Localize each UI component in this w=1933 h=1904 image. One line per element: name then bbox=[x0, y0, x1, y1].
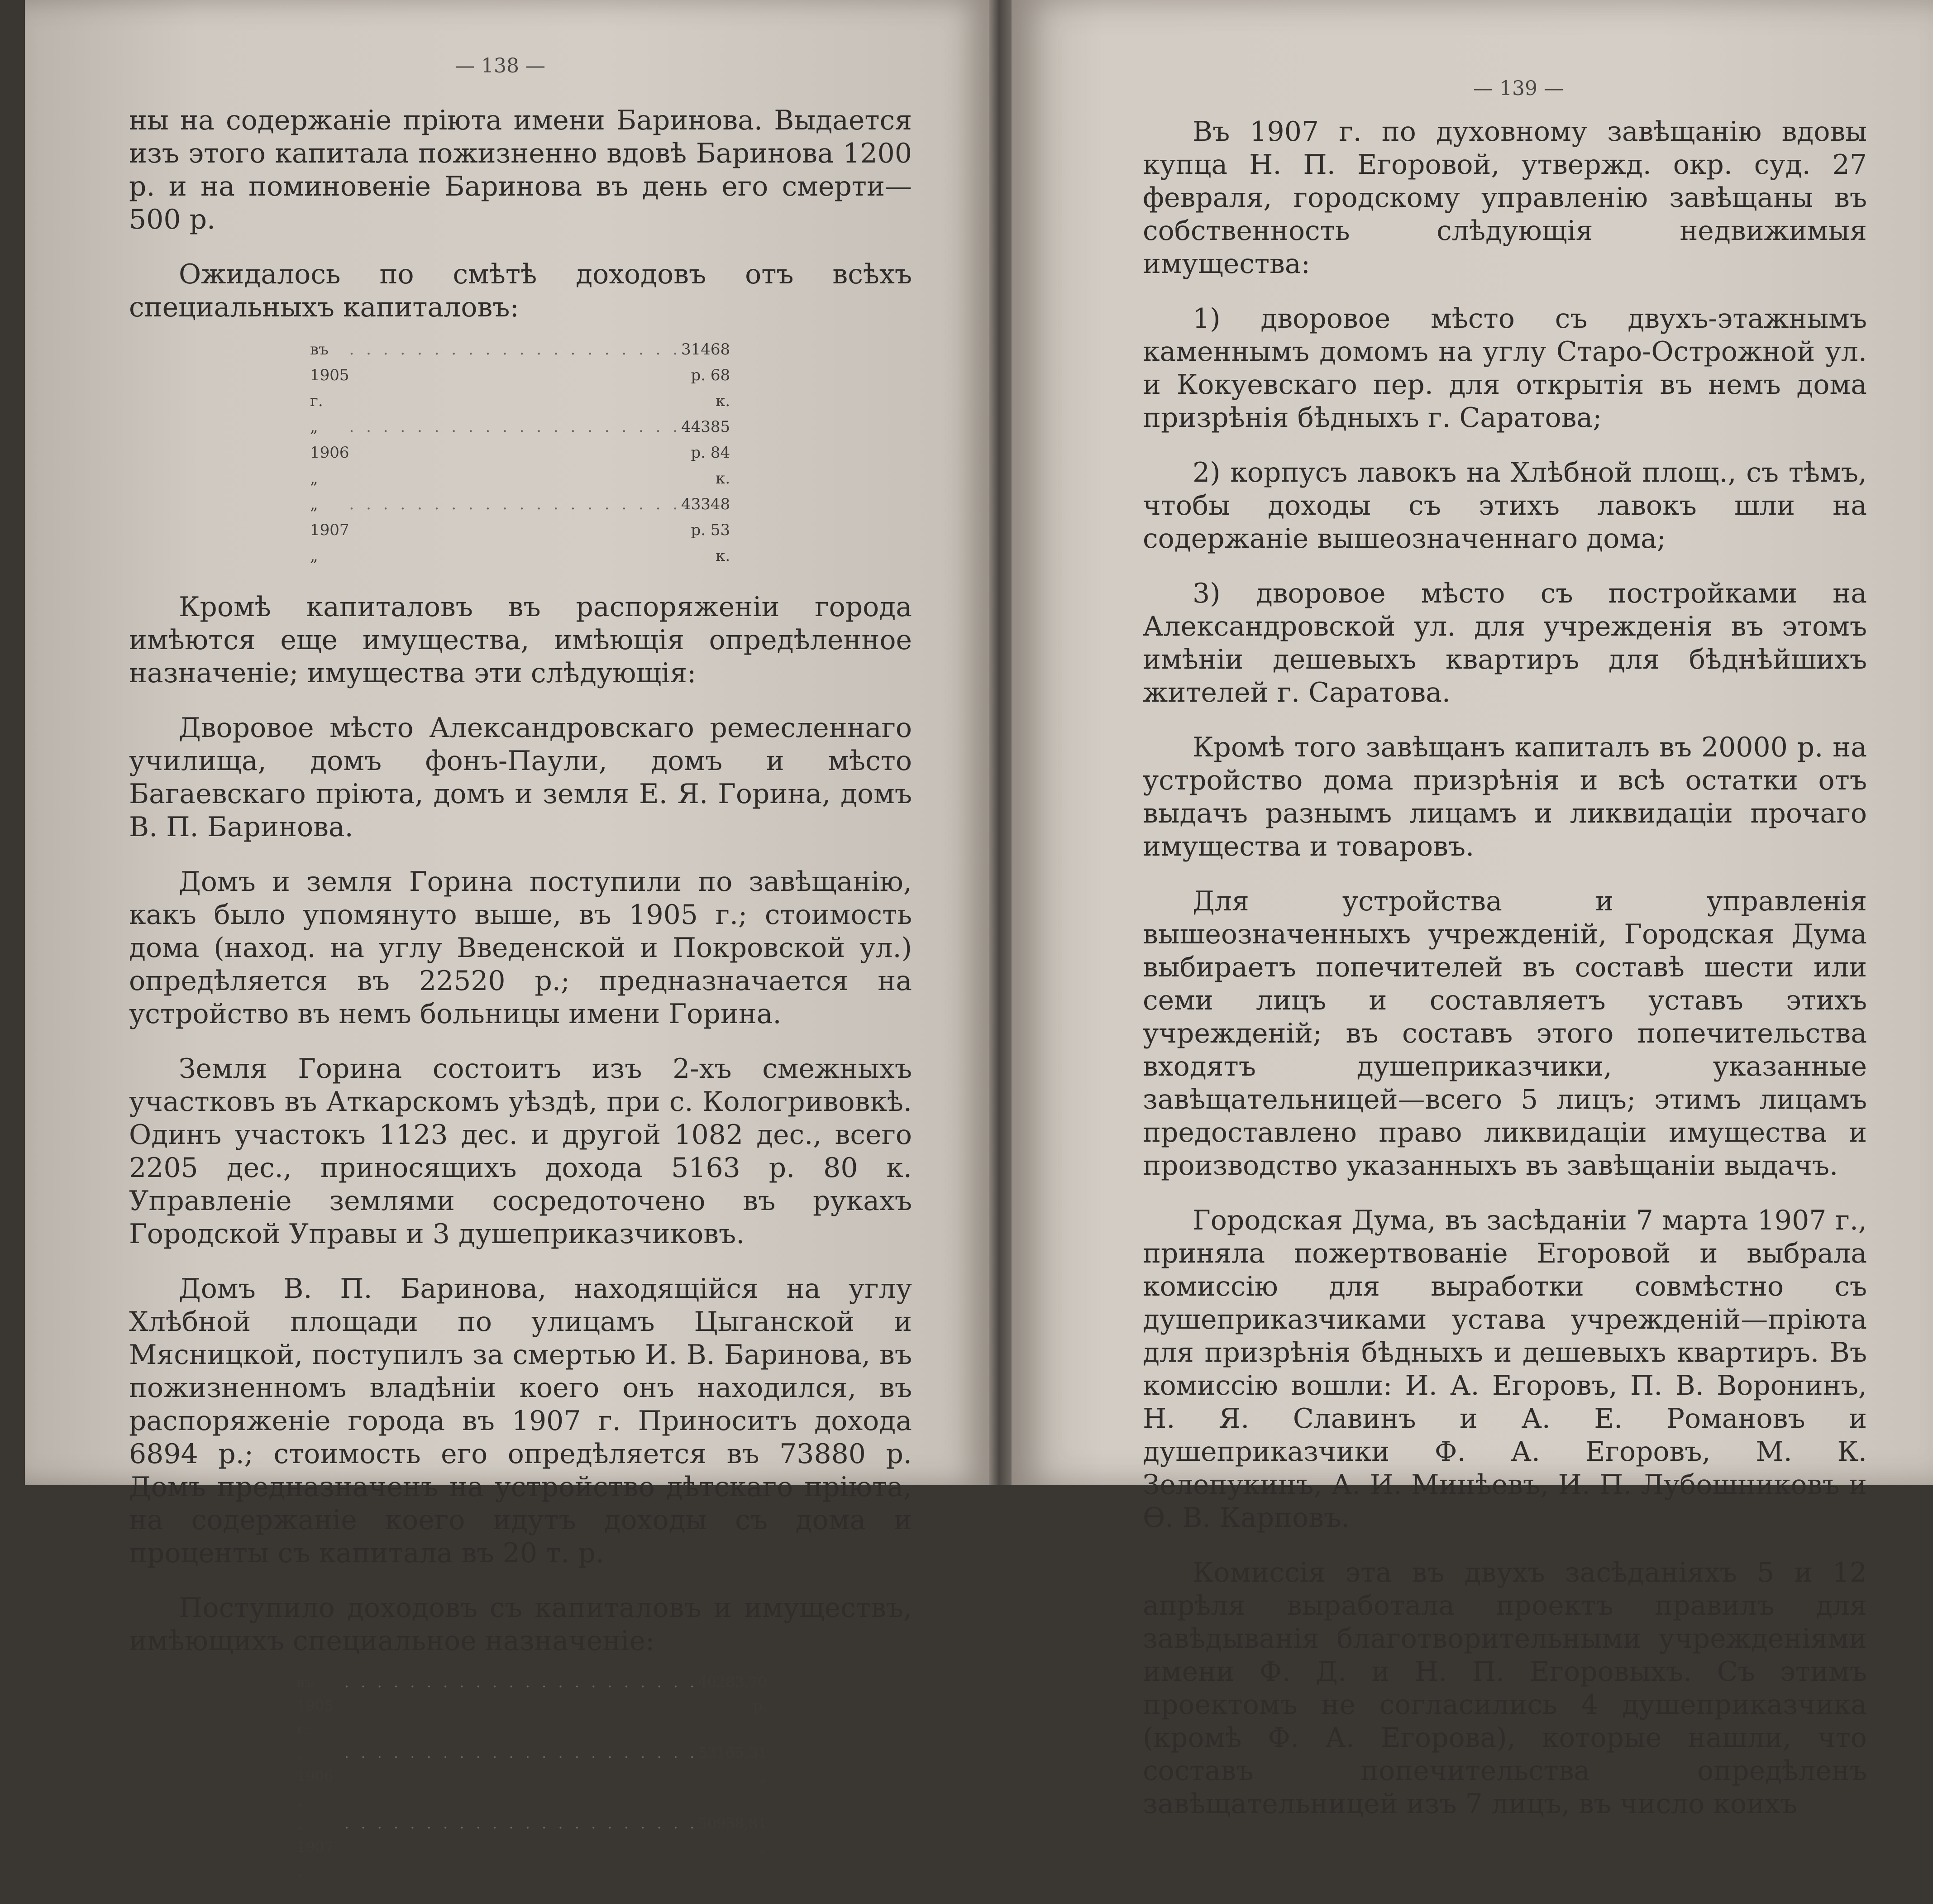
amount-cell: 40283,70 р. bbox=[698, 1674, 767, 1714]
paragraph: ны на содержаніе пріюта имени Баринова. Выдается изъ этого капитала пожизненно вдовѣ Баринова 1200 р. и на поминовеніе Баринова въ день его смерти—500 р. bbox=[129, 105, 912, 235]
left-page bbox=[25, 0, 989, 1879]
paragraph: 2) корпусъ лавокъ на Хлѣбной площ., съ тѣмъ, чтобы доходы съ этихъ лавокъ шли на содержаніе вышеозначеннаго дома; bbox=[1143, 457, 1867, 555]
table-row: „ 1907 „ . . . . . . . . . . . . . . . . . . . . . . 50938,81 „ bbox=[296, 1812, 767, 1882]
left-page-text bbox=[129, 104, 912, 1904]
paragraph: Кромѣ капиталовъ въ распоряженіи города имѣются еще имущества, имѣющія опредѣленное назначеніе; имущества эти слѣдующія: bbox=[129, 591, 912, 689]
paragraph: Кромѣ того завѣщанъ капиталъ въ 20000 р. на устройство дома призрѣнія и всѣ остатки отъ выдачъ разнымъ лицамъ и ликвидаціи прочаго имущества и товаровъ. bbox=[1143, 732, 1867, 862]
paragraph: Городская Дума, въ засѣданіи 7 марта 1907 г., приняла пожертвованіе Егоровой и выбрала комиссію для выработки совмѣстно съ душеприказчиками устава учрежденій—пріюта для призрѣнія бѣдныхъ и дешевыхъ квартиръ. Въ комиссію вошли: И. А. Егоровъ, П. В. Воронинъ, Н. Я. Славинъ и А. Е. Романовъ и душеприказчики Ф. А. Егоровъ, М. К. Зелепукинъ, А. И. Минѣевъ, И. П. Лубошниковъ и Ѳ. В. Карповъ. bbox=[1143, 1205, 1867, 1534]
paragraph: Поступило доходовъ съ капиталовъ и имуществъ, имѣющихъ специальное назначеніе: bbox=[129, 1592, 912, 1657]
year-cell: „ 1906 „ bbox=[296, 1744, 334, 1808]
table-row: „ 1906 „ . . . . . . . . . . . . . . . . . . . . 44385 р. 84 к. bbox=[310, 414, 726, 492]
paragraph: Домъ В. П. Баринова, находящійся на углу Хлѣбной площади по улицамъ Цыганской и Мясницкой, поступилъ за смертью И. В. Баринова, въ пожизненномъ владѣніи коего онъ находился, въ распоряженіе города въ 1907 г. Приноситъ дохода 6894 р.; стоимость его опредѣляется въ 73880 р. Домъ предназначенъ на устройство дѣтскаго пріюта, на содержаніе коего идутъ доходы съ дома и проценты съ капитала въ 20 т. р. bbox=[129, 1273, 912, 1569]
amount-cell: 50938,81 „ bbox=[698, 1815, 767, 1856]
received-income-table bbox=[296, 1670, 767, 1882]
expected-income-table bbox=[310, 337, 730, 569]
paragraph: 1) дворовое мѣсто съ двухъ-этажнымъ каменнымъ домомъ на углу Старо-Острожной ул. и Кокуевскаго пер. для открытія въ немъ дома призрѣнія бѣдныхъ г. Саратова; bbox=[1143, 303, 1867, 434]
year-cell: въ 1905 г. bbox=[296, 1674, 334, 1738]
year-cell: „ 1906 „ bbox=[310, 418, 349, 488]
right-page bbox=[1012, 0, 1933, 1820]
paragraph: Комиссія эта въ двухъ засѣданіяхъ 5 и 12 апрѣля выработала проектъ правилъ для завѣдыванія благотворительными учрежденіями имени Ф. Д. и Н. П. Егоровыхъ. Съ этимъ проектомъ не согласились 4 душеприказчика (кромѣ Ф. А. Егорова), которые нашли, что составъ попечительства опредѣленъ завѣщательницей изъ 7 лицъ, въ число коихъ bbox=[1143, 1557, 1867, 1820]
table-row: въ 1905 г. . . . . . . . . . . . . . . . . . . . . 31468 р. 68 к. bbox=[310, 337, 726, 414]
paragraph: 3) дворовое мѣсто съ постройками на Александровской ул. для учрежденія въ этомъ имѣніи дешевыхъ квартиръ для бѣднѣйшихъ жителей г. Саратова. bbox=[1143, 578, 1867, 708]
year-cell: въ 1905 г. bbox=[310, 340, 349, 410]
paragraph: Дворовое мѣсто Александровскаго ремесленнаго училища, домъ фонъ-Паули, домъ и мѣсто Багаевскаго пріюта, домъ и земля Е. Я. Горина, домъ В. П. Баринова. bbox=[129, 712, 912, 843]
paragraph: Домъ и земля Горина поступили по завѣщанію, какъ было упомянуто выше, въ 1905 г.; стоимость дома (наход. на углу Введенской и Покровской ул.) опредѣляется въ 22520 р.; предназначается на устройство въ немъ больницы имени Горина. bbox=[129, 866, 912, 1030]
page-number: — 139 — bbox=[1473, 77, 1564, 100]
table-row: въ 1905 г. . . . . . . . . . . . . . . . . . . . . . . 40283,70 р. bbox=[296, 1670, 767, 1741]
table-row: „ 1906 „ . . . . . . . . . . . . . . . . . . . . . . 53165,31 „ bbox=[296, 1741, 767, 1812]
amount-cell: 53165,31 „ bbox=[698, 1744, 767, 1785]
amount-cell: 44385 р. 84 к. bbox=[681, 418, 730, 488]
year-cell: „ 1907 „ bbox=[310, 495, 349, 565]
page-number: — 138 — bbox=[455, 54, 545, 77]
paragraph: Въ 1907 г. по духовному завѣщанію вдовы купца Н. П. Егоровой, утвержд. окр. суд. 27 февраля, городскому управленію завѣщаны въ собственность слѣдующія недвижимыя имущества: bbox=[1143, 116, 1867, 280]
paragraph: Для устройства и управленія вышеозначенныхъ учрежденій, Городская Дума выбираетъ попечителей въ составѣ шести или семи лицъ и составляетъ уставъ этихъ учрежденій; въ составъ этого попечительства входятъ душеприказчики, указанные завѣщательницей—всего 5 лицъ; этимъ лицамъ предоставлено право ликвидаціи имущества и производство указанныхъ въ завѣщаніи выдачъ. bbox=[1143, 885, 1867, 1182]
book-gutter bbox=[989, 0, 1012, 1485]
year-cell: „ 1907 „ bbox=[296, 1815, 334, 1879]
right-page-text bbox=[1143, 115, 1867, 1842]
amount-cell: 31468 р. 68 к. bbox=[681, 340, 730, 410]
amount-cell: 43348 р. 53 к. bbox=[681, 495, 730, 565]
paragraph: Земля Горина состоитъ изъ 2-хъ смежныхъ участковъ въ Аткарскомъ уѣздѣ, при с. Кологривовкѣ. Одинъ участокъ 1123 дес. и другой 1082 дес., всего 2205 дес., приносящихъ дохода 5163 р. 80 к. Управленіе землями сосредоточено въ рукахъ Городской Управы и 3 душеприказчиковъ. bbox=[129, 1053, 912, 1250]
table-row: „ 1907 „ . . . . . . . . . . . . . . . . . . . . 43348 р. 53 к. bbox=[310, 492, 726, 569]
paragraph: Ожидалось по смѣтѣ доходовъ отъ всѣхъ специальныхъ капиталовъ: bbox=[129, 258, 912, 323]
